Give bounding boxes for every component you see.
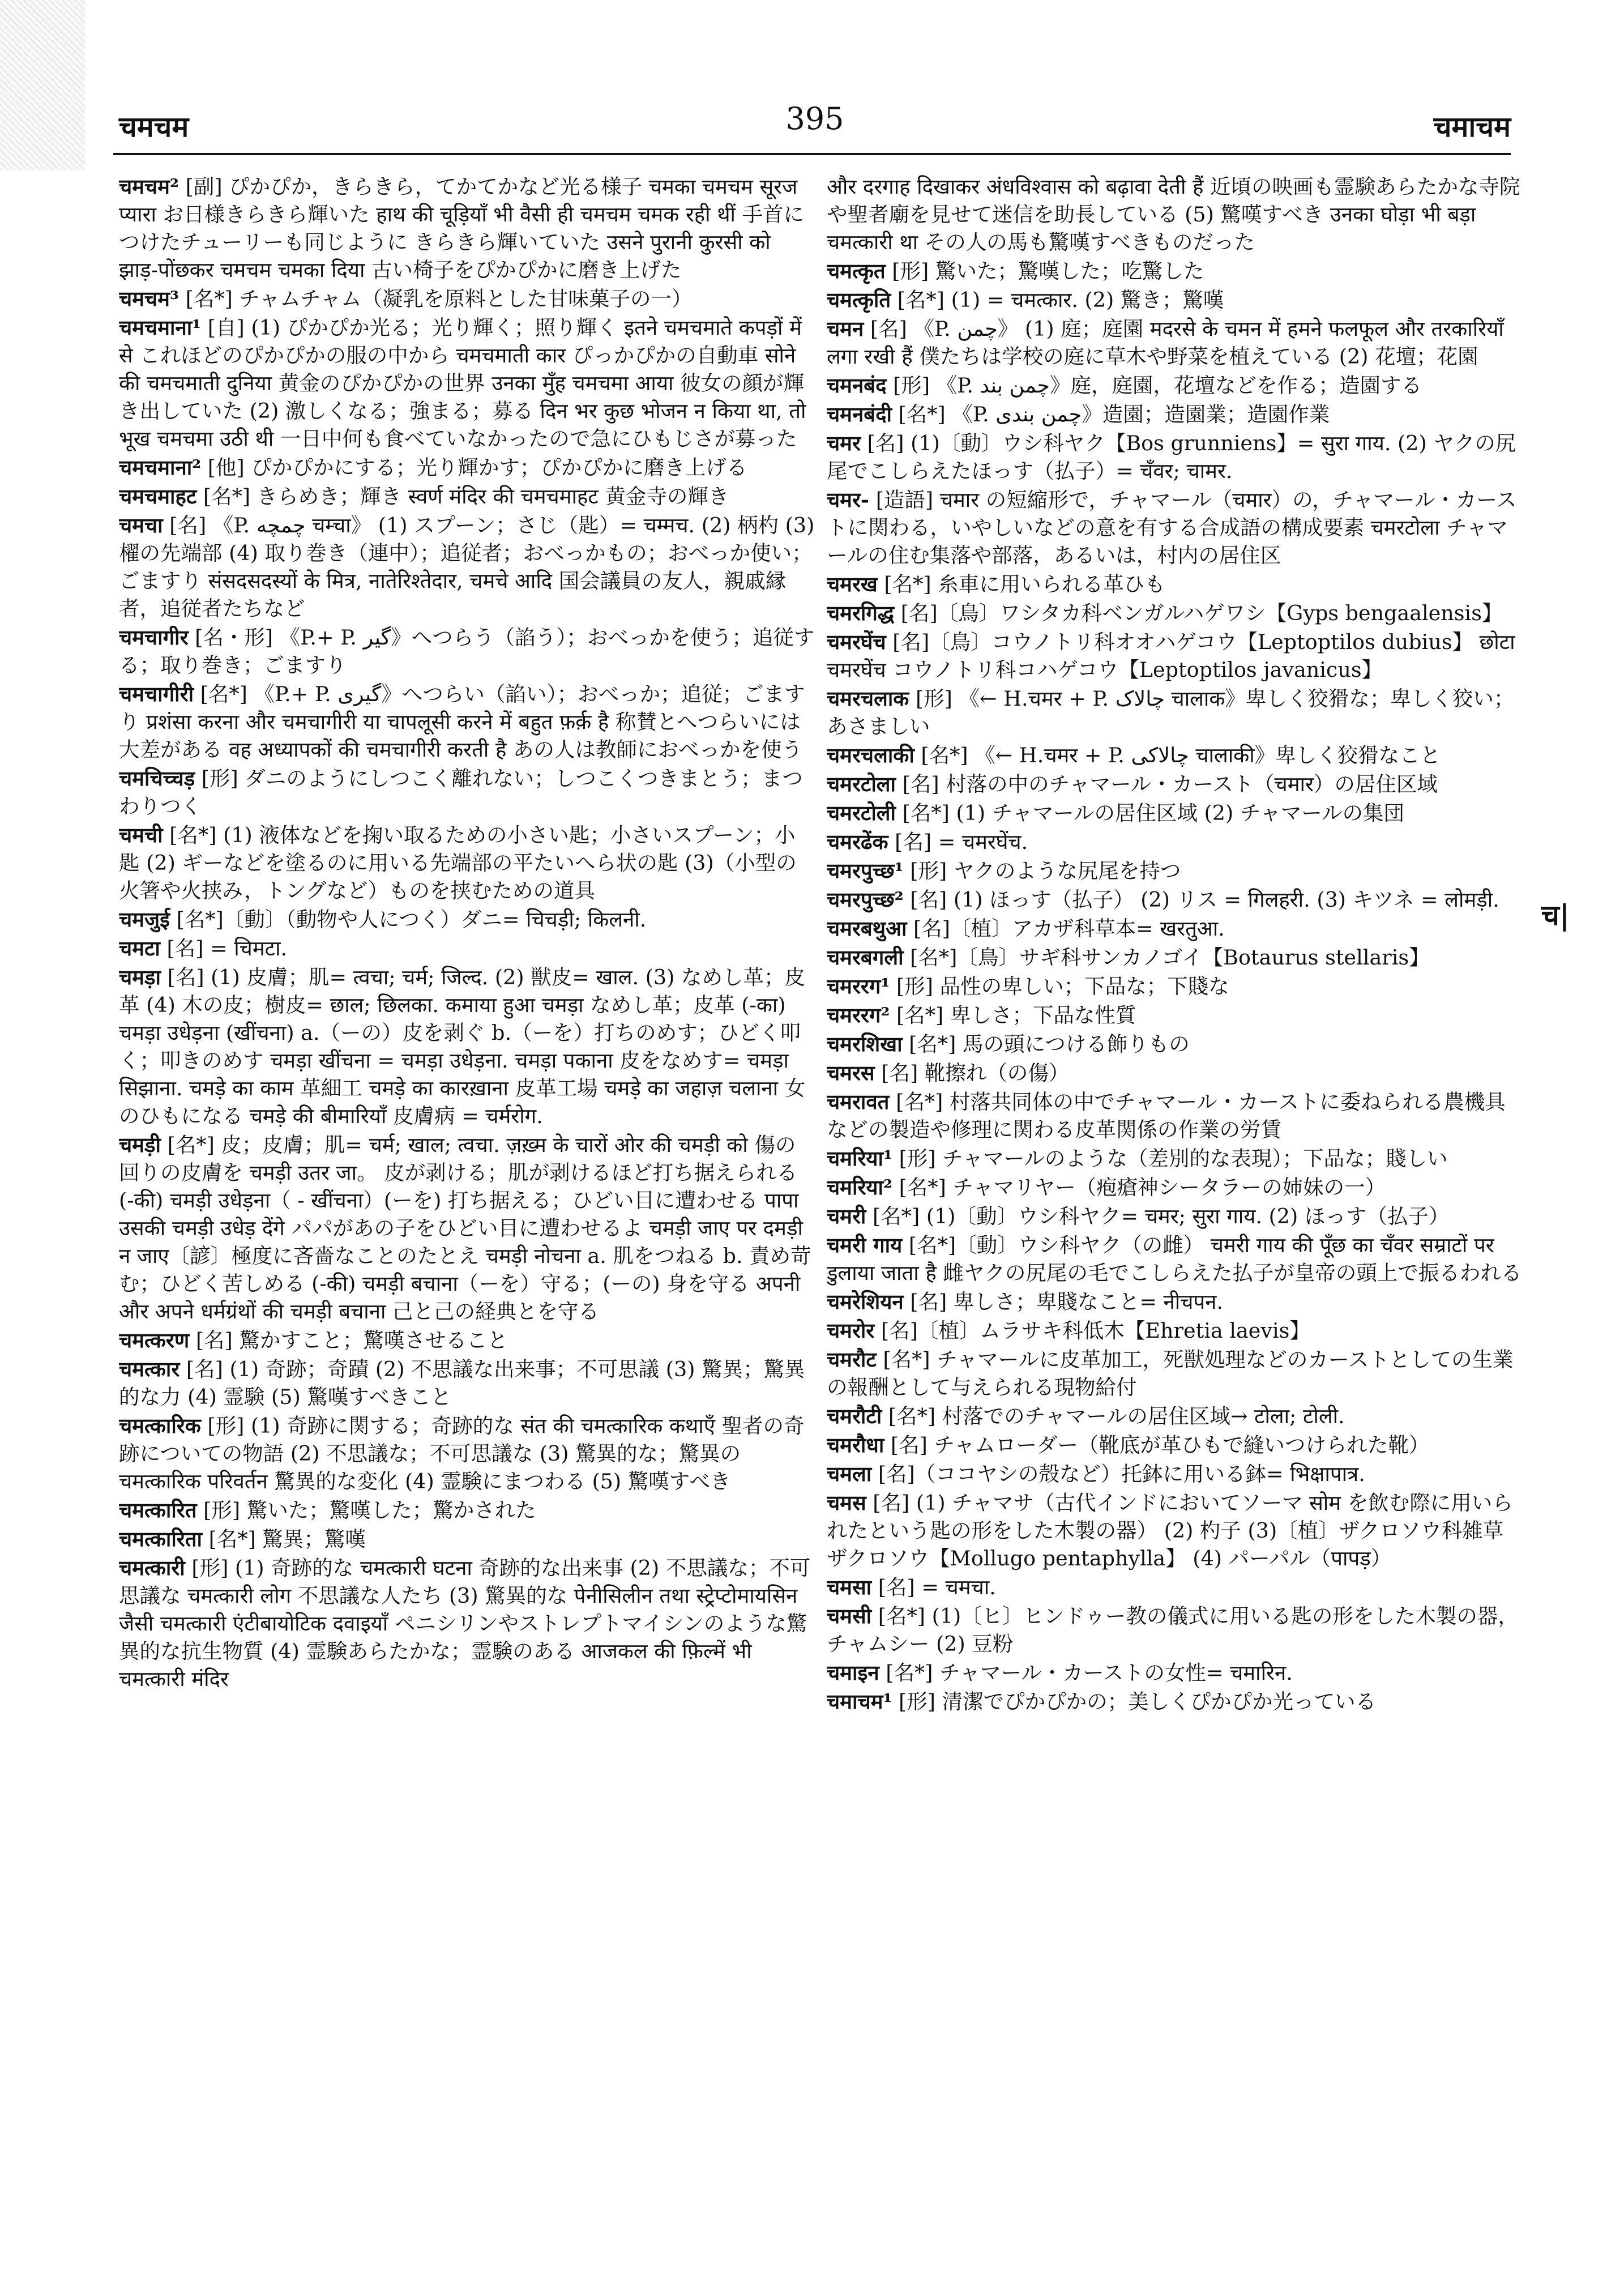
entry-headword: चमनबंदी [827, 402, 892, 426]
entry-definition: [名]〔植〕ムラサキ科低木【Ehretia laevis】 [874, 1318, 1310, 1343]
entry-definition: [名*] 皮；皮膚；肌= चर्म; खाल; त्वचा. ज़ख़्म के चारों ओर की चमड़ी को 傷の回りの皮膚を चमड़ी उतर जा。 皮が剥ける；肌が剥けるほど打ち据えられる (-की) चमड़ी उधेड़ना（ - खींचना）(ーを) 打ち据える；ひどい目に遭わせる पापा उसकी चमड़ी उधेड़ देंगे パパがあの子をひどい目に遭わせるよ चमड़ी जाए पर दमड़ी न जाए〔諺〕極度に吝嗇なことのたとえ चमड़ी नोचना a. 肌をつねる b. 責め苛む；ひどく苦しめる (-की) चमड़ी बचाना（ーを）守る；(ーの) 身を守る अपनी और अपने धर्मग्रंथों की चमड़ी बचाना 己と己の経典とを守る [119, 1133, 811, 1324]
dictionary-entry [827, 1317, 1523, 1345]
entry-headword: चमरगिद्ध [827, 601, 895, 625]
entry-definition: [名] (1) 奇跡；奇蹟 (2) 不思議な出来事；不可思議 (3) 驚異；驚異的な力 (4) 霊験 (5) 驚嘆すべきこと [119, 1357, 805, 1409]
entry-headword: चमनबंद [827, 373, 887, 398]
dictionary-entry [827, 972, 1523, 1000]
entry-definition: [名*] (1)〔ヒ〕ヒンドゥー教の儀式に用いる匙の形をした木製の器，チャムシー (2) 豆粉 [827, 1604, 1519, 1656]
entry-definition: [形] (1) 奇跡的な चमत्कारी घटना 奇跡的な出来事 (2) 不思議な；不可思議な चमत्कारी लोग 不思議な人たち (3) 驚異的な पेनीसिलीन तथा स्ट्रेप्टोमायसिन जैसी चमत्कारी एंटीबायोटिक दवाइयाँ ペニシリンやストレプトマイシンのような驚異的な抗生物質 (4) 霊験あらたかな；霊験のある आजकल की फ़िल्में भी चमत्कारी मंदिर [119, 1556, 811, 1691]
dictionary-entry [119, 173, 815, 284]
entry-headword: चमचागीरी [119, 682, 194, 706]
dictionary-entry [827, 257, 1523, 285]
entry-headword: चमरस [827, 1061, 875, 1085]
entry-headword: चमरोर [827, 1318, 875, 1343]
entry-headword: चमर [827, 431, 861, 455]
dictionary-entry [827, 173, 1523, 256]
entry-headword: चमरी [827, 1204, 866, 1228]
entry-definition: [名・形] 《P.+ P. گیر》へつらう（諂う）；おべっかを使う；追従する；取り巻き；ごますり [119, 625, 815, 677]
dictionary-entry [827, 799, 1523, 827]
dictionary-entry [827, 741, 1523, 769]
dictionary-entry [119, 1131, 815, 1325]
entry-definition: [名] 靴擦れ（の傷） [874, 1061, 1070, 1085]
dictionary-entry [827, 1688, 1523, 1715]
entry-definition: [名*] 村落共同体の中でチャマール・カーストに委ねられる農機具などの製造や修理に関わる皮革関係の作業の労賃 [827, 1090, 1506, 1142]
dictionary-entry [119, 934, 815, 962]
entry-headword: चमाइन [827, 1661, 879, 1685]
thumb-index-tab: च| [1541, 898, 1570, 932]
scan-edge-artifact [0, 0, 85, 170]
entry-headword: चमरावत [827, 1090, 890, 1114]
entry-definition: [他] ぴかぴかにする；光り輝かす；ぴかぴかに磨き上げる [201, 455, 747, 480]
dictionary-entry [119, 1554, 815, 1693]
entry-headword: चमरबगली [827, 945, 904, 970]
dictionary-entry [119, 285, 815, 313]
entry-headword: चमटा [119, 936, 160, 961]
entry-definition: [名*] きらめき；輝き स्वर्ण मंदिर की चमचमाहट 黄金寺の輝き [196, 484, 729, 509]
dictionary-entry [827, 1489, 1523, 1572]
entry-definition: [名]〔鳥〕コウノトリ科オオハゲコウ【Leptoptilos dubius】 छोटा चमरघेंच コウノトリ科コハゲコウ【Leptoptilos javanicus】 [827, 630, 1515, 682]
dictionary-entry [827, 1145, 1523, 1172]
entry-headword: चमरघेंच [827, 630, 886, 654]
dictionary-entry [827, 286, 1523, 314]
entry-definition: [名*]〔動〕ウシ科ヤク（の雌） चमरी गाय की पूँछ का चँवर सम्राटों पर डुलाया जाता है 雌ヤクの尻尾の毛でこしらえた払子が皇帝の頭上で振るわれる [827, 1233, 1522, 1285]
entry-headword: चमत्कृत [827, 259, 886, 283]
entry-definition: [名*]〔鳥〕サギ科サンカノゴイ【Botaurus stellaris】 [903, 945, 1430, 970]
entry-headword: चमरिया² [827, 1175, 892, 1200]
dictionary-entry [827, 1346, 1523, 1401]
entry-definition: [名] = चिमटा. [160, 936, 288, 961]
entry-headword: चमस [827, 1491, 866, 1515]
entry-definition: [形] 清潔でぴかぴかの；美しくぴかぴか光っている [892, 1689, 1377, 1714]
dictionary-entry [827, 685, 1523, 740]
entry-headword: चमरौधा [827, 1433, 884, 1457]
entry-headword: चमचमाहट [119, 484, 197, 509]
entry-headword: चमत्कारिक [119, 1414, 201, 1438]
entry-definition: [自] (1) ぴかぴか光る；光り輝く；照り輝く इतने चमचमाते कपड़ों में से これほどのぴかぴかの服の中から चमचमाती कार ぴっかぴかの自動車 सोने की चमचमाती दुनिया 黄金のぴかぴかの世界 उनका मुँह चमचमा आया 彼女の顔が輝き出していた (2) 激しくなる；強まる；募る दिन भर कुछ भोजन न किया था, तो भूख चमचमा उठी थी 一日中何も食べていなかったので急にひもじさが募った [119, 315, 806, 451]
dictionary-entry [827, 828, 1523, 856]
entry-headword: चमत्कार [119, 1357, 180, 1381]
dictionary-entry [119, 511, 815, 622]
entry-definition: [形] ヤクのような尻尾を持つ [903, 859, 1181, 883]
dictionary-entry [827, 886, 1523, 914]
dictionary-entry [827, 1602, 1523, 1658]
entry-headword: चमत्कारित [119, 1498, 197, 1522]
entry-definition: [名] = चमचा. [871, 1575, 996, 1599]
entry-definition: [名*] チャマール・カーストの女性= चमारिन. [879, 1661, 1293, 1685]
entry-definition: [形] 《P. چمن بند》庭，庭園，花壇などを作る；造園する [886, 373, 1422, 398]
page-header [119, 101, 1511, 152]
entry-headword: चमसा [827, 1575, 872, 1599]
entry-headword: चमचम³ [119, 287, 179, 311]
entry-definition: [名*] 糸車に用いられる革ひも [877, 572, 1165, 596]
entry-headword: चमड़ी [119, 1133, 161, 1157]
entry-headword: चमरौटी [827, 1404, 882, 1428]
dictionary-entry [827, 1573, 1523, 1601]
entry-headword: चमचा [119, 513, 163, 537]
dictionary-entry [827, 1173, 1523, 1201]
entry-headword: चमरबथुआ [827, 916, 907, 941]
running-head-left: चमचम [119, 110, 189, 143]
entry-headword: चमजुई [119, 907, 170, 932]
entry-definition: [副] ぴかぴか，きらきら，てかてかなど光る様子 चमका चमचम सूरज प्यारा お日様きらきら輝いた हाथ की चूड़ियाँ भी वैसी ही चमचम चमक रही थीं 手首につけたチューリーも同じように きらきら輝いていた उसने पुरानी कुरसी को झाड़-पोंछकर चमचम चमका दिया 古い椅子をぴかぴかに磨き上げた [119, 174, 805, 282]
dictionary-entry [827, 599, 1523, 627]
entry-definition: [名*] 《P.+ P. گیری》へつらい（諂い）；おべっか；追従；ごますり प्रशंसा करना और चमचागीरी या चापलूसी करने में बहुत फ़र्क़ है 称賛とへつらいには大差がある वह अध्यापकों की चमचागीरी करती है あの人は教師におべっかを使う [119, 682, 805, 762]
entry-definition: [名] (1) ほっす（払子） (2) リス = गिलहरी. (3) キツネ = लोमड़ी. [903, 887, 1499, 912]
dictionary-entry [119, 314, 815, 453]
entry-definition: [名*]〔動〕（動物や人につく）ダニ= चिचड़ी; किलनी. [170, 907, 647, 932]
entry-definition: [名*] 卑しさ；下品な性質 [890, 1003, 1136, 1027]
entry-headword: चमत्कारी [119, 1556, 185, 1580]
dictionary-entry [827, 1460, 1523, 1488]
dictionary-entry [827, 315, 1523, 370]
header-rule [113, 153, 1511, 155]
dictionary-entry [119, 680, 815, 763]
entry-headword: चमरपुच्छ¹ [827, 859, 904, 883]
entry-definition: [形] 品性の卑しい；下品な；下賤な [890, 974, 1229, 998]
dictionary-entry [827, 944, 1523, 971]
entry-headword: चमरचलाकी [827, 743, 914, 767]
entry-headword: चमरौट [827, 1347, 877, 1372]
entry-definition: [形] 驚いた；驚嘆した；吃驚した [885, 259, 1204, 283]
entry-definition: [名*] (1) = चमत्कार. (2) 驚き；驚嘆 [891, 288, 1224, 312]
entry-headword: चमचमाना¹ [119, 315, 202, 340]
dictionary-entry [119, 1525, 815, 1553]
dictionary-entry [827, 1088, 1523, 1143]
dictionary-entry [827, 1402, 1523, 1430]
entry-definition: [名] 村落の中のチャマール・カースト（चमार）の居住区域 [895, 772, 1438, 796]
entry-definition: [名*] 《P. چمن بندی》造園；造園業；造園作業 [891, 402, 1330, 426]
dictionary-entry [119, 1355, 815, 1411]
entry-headword: चमर- [827, 488, 870, 512]
dictionary-entry [827, 857, 1523, 885]
dictionary-entry [119, 821, 815, 904]
entry-headword: चमररग² [827, 1003, 890, 1027]
entry-definition: [名*] チャムチャム（凝乳を原料とした甘味菓子の一） [179, 287, 693, 311]
entry-definition: [形] ダニのようにしつこく離れない；しつこくつきまとう；まつわりつく [119, 766, 803, 818]
entry-headword: चमचिच्चड़ [119, 766, 195, 791]
dictionary-entry [119, 765, 815, 820]
entry-headword: चमन [827, 317, 864, 341]
entry-definition: [名*] 村落でのチャマールの居住区域→ टोला; टोली. [882, 1404, 1345, 1428]
entry-headword: चमड़ा [119, 965, 161, 989]
entry-definition: [形] チャマールのような（差別的な表現）；下品な；賤しい [892, 1146, 1448, 1171]
entry-definition: [名] 卑しさ；卑賤なこと= नीचपन. [903, 1290, 1223, 1314]
dictionary-entry [119, 1496, 815, 1524]
entry-headword: चमाचम¹ [827, 1689, 892, 1714]
dictionary-entry [827, 486, 1523, 569]
entry-headword: चमरटोला [827, 772, 896, 796]
entry-definition: [名*] 驚異；驚嘆 [202, 1527, 366, 1551]
entry-definition: [名] 驚かすこと；驚嘆させること [189, 1328, 508, 1352]
left-column [119, 173, 815, 2234]
entry-headword: चमचम² [119, 174, 179, 199]
entry-definition: [名] 《P. چمچه चम्चा》 (1) スプーン；さじ（匙）= चम्मच. (2) 柄杓 (3) 櫂の先端部 (4) 取り巻き（連中）；追従者；おべっかもの；おべっか使い；ごますり संसदसदस्यों के मित्र, नातेरिश्तेदार, चमचे आदि 国会議員の友人，親戚縁者，追従者たちなど [119, 513, 815, 621]
entry-definition: [名]（ココヤシの殻など）托鉢に用いる鉢= भिक्षापात्र. [871, 1462, 1365, 1486]
entry-definition: [名]〔鳥〕ワシタカ科ベンガルハゲワシ【Gyps bengaalensis】 [894, 601, 1503, 625]
entry-headword: चमरटोली [827, 801, 896, 825]
entry-definition: [名*] 《← H.चमर + P. چالاکی चालाकी》卑しく狡猾なこと [914, 743, 1441, 767]
entry-headword: चमररग¹ [827, 974, 890, 998]
dictionary-entry [827, 1202, 1523, 1230]
dictionary-entry [827, 1431, 1523, 1459]
dictionary-entry [827, 1001, 1523, 1029]
entry-definition: [形] 《← H.चमर + P. چالاک चालाक》卑しく狡猾な；卑しく狡い；あさましい [827, 686, 1515, 739]
entry-definition: [名*] (1) 液体などを掬い取るための小さい匙；小さいスプーン；小匙 (2) ギーなどを塗るのに用いる先端部の平たいへら状の匙 (3)（小型の火箸や火挟み，トングなど）ものを挟むための道具 [119, 823, 797, 903]
entry-definition: [名] (1) チャマサ（古代インドにおいてソーマ सोम を飲む際に用いられたという匙の形をした木製の器） (2) 杓子 (3)〔植〕ザクロソウ科雑草ザクロソウ【Mollugo pentaphylla】 (4) パーパル（पापड़） [827, 1491, 1513, 1570]
entry-headword: चमरेशियन [827, 1290, 904, 1314]
entry-definition: [名*] 馬の頭につける飾りもの [902, 1032, 1190, 1056]
dictionary-entry [827, 915, 1523, 942]
entry-definition: [名] = चमरघेंच. [888, 830, 1028, 854]
dictionary-entry [827, 400, 1523, 428]
entry-headword: चमरचलाक [827, 686, 909, 711]
entry-definition: [名] 《P. چمن》 (1) 庭；庭園 मदरसे के चमन में हमने फलफूल और तरकारियाँ लगा रखी हैं 僕たちは学校の庭に草木や野菜を植えている (2) 花壇；花園 [827, 317, 1504, 369]
dictionary-entry [119, 1326, 815, 1354]
entry-headword: चमसी [827, 1604, 872, 1628]
entry-definition: [名]〔植〕アカザ科草本= खरतुआ. [907, 916, 1225, 941]
entry-definition: [形] 驚いた；驚嘆した；驚かされた [196, 1498, 536, 1522]
entry-headword: चमरशिखा [827, 1032, 903, 1056]
entry-definition: [名] (1) 皮膚；肌= त्वचा; चर्म; जिल्द. (2) 獣皮= खाल. (3) なめし革；皮革 (4) 木の皮；樹皮= छाल; छिलका. कमाया हुआ चमड़ा なめし革；皮革 (-का) चमड़ा उधेड़ना (खींचना) a.（ーの）皮を剥ぐ b.（ーを）打ちのめす；ひどく叩く；叩きのめす चमड़ा खींचना = चमड़ा उधेड़ना. चमड़ा पकाना 皮をなめす= चमड़ा सिझाना. चमड़े का काम 革細工 चमड़े का कारख़ाना 皮革工場 चमड़े का जहाज़ चलाना 女のひもになる चमड़े की बीमारियाँ 皮膚病 = चर्मरोग. [119, 965, 806, 1128]
right-column [827, 173, 1523, 2234]
entry-headword: चमरपुच्छ² [827, 887, 904, 912]
dictionary-entry [827, 372, 1523, 399]
page-number: 395 [785, 101, 844, 136]
dictionary-entry [827, 628, 1523, 684]
entry-definition: [造語] चमार の短縮形で，チャマール（चमार）の，チャマール・カーストに関わる，いやしいなどの意を有する合成語の構成要素 चमरटोला チャマールの住む集落や部落，あるいは，村内の居住区 [827, 488, 1517, 567]
entry-definition: [形] (1) 奇跡に関する；奇跡的な संत की चमत्कारिक कथाएँ 聖者の奇跡についての物語 (2) 不思議な；不可思議な (3) 驚異的な；驚異の चमत्कारिक परिवर्तन 驚異的な変化 (4) 霊験にまつわる (5) 驚嘆すべき [119, 1414, 805, 1493]
entry-headword: चमला [827, 1462, 872, 1486]
entry-headword: चमचमाना² [119, 455, 202, 480]
dictionary-entry [119, 624, 815, 679]
entry-headword: चमचागीर [119, 625, 189, 650]
dictionary-entry [827, 1231, 1523, 1287]
entry-definition: [名] チャムローダー（靴底が革ひもで縫いつけられた靴） [884, 1433, 1430, 1457]
entry-headword: चमची [119, 823, 163, 847]
dictionary-entry [827, 429, 1523, 485]
entry-headword: चमत्करण [119, 1328, 190, 1352]
entry-definition: [名*] (1) チャマールの居住区域 (2) チャマールの集団 [895, 801, 1404, 825]
dictionary-entry [119, 454, 815, 481]
entry-definition: और दरगाह दिखाकर अंधविश्वास को बढ़ावा देती हैं 近頃の映画も霊験あらたかな寺院や聖者廟を見せて迷信を助長している (5) 驚嘆すべき उनका घोड़ा भी बड़ा चमत्कारी था その人の馬も驚嘆すべきものだった [827, 174, 1520, 254]
dictionary-entry [119, 906, 815, 933]
dictionary-entry [827, 1059, 1523, 1087]
entry-headword: चमरढेंक [827, 830, 888, 854]
dictionary-entry [827, 570, 1523, 598]
entry-definition: [名*] チャマールに皮革加工，死獣処理などのカーストとしての生業の報酬として与えられる現物給付 [827, 1347, 1514, 1399]
entry-headword: चमरी गाय [827, 1233, 903, 1257]
entry-headword: चमरख [827, 572, 878, 596]
entry-headword: चमत्कृति [827, 288, 891, 312]
entry-definition: [名*] チャマリヤー（疱瘡神シータラーの姉妹の一） [892, 1175, 1386, 1200]
running-head-right: चमाचम [1433, 110, 1511, 143]
entry-definition: [名] (1)〔動〕ウシ科ヤク【Bos grunniens】= सुरा गाय. (2) ヤクの尻尾でこしらえたほっす（払子）= चँवर; चामर. [827, 431, 1516, 483]
dictionary-entry [119, 963, 815, 1130]
entry-definition: [名*] (1)〔動〕ウシ科ヤク= चमर; सुरा गाय. (2) ほっす（払子） [866, 1204, 1450, 1228]
dictionary-entry [827, 770, 1523, 798]
dictionary-entry [119, 1412, 815, 1495]
entry-headword: चमरिया¹ [827, 1146, 892, 1171]
dictionary-entry [827, 1659, 1523, 1687]
dictionary-entry [827, 1288, 1523, 1316]
entry-headword: चमत्कारिता [119, 1527, 202, 1551]
dictionary-entry [827, 1030, 1523, 1058]
dictionary-entry [119, 483, 815, 510]
